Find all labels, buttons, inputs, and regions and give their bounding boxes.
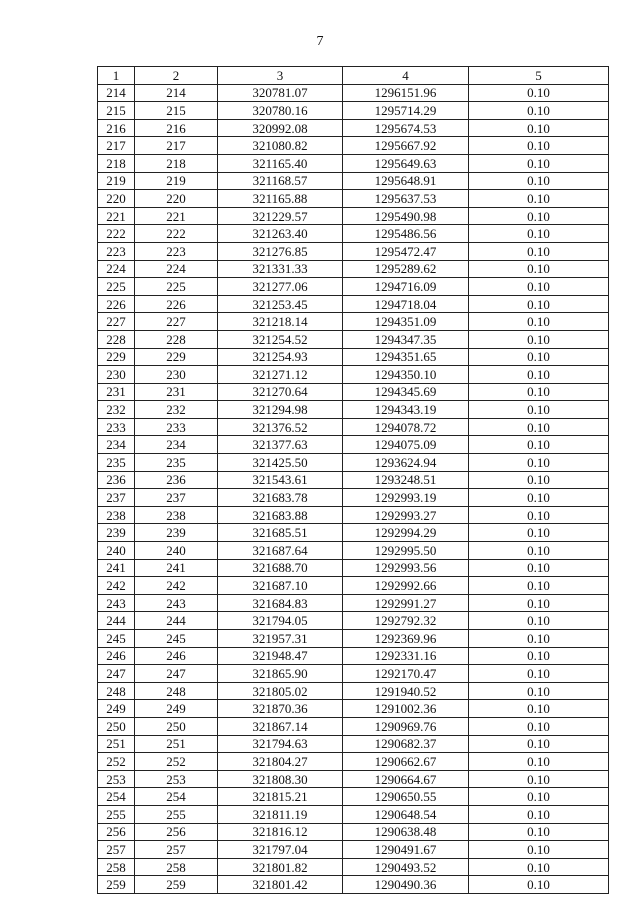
- table-row: [98, 84, 609, 102]
- cell-row-no: 226: [98, 295, 135, 313]
- table-row: [98, 647, 609, 665]
- cell-y-coordinate: 1292792.32: [343, 612, 469, 630]
- table-row: [98, 348, 609, 366]
- cell-row-no: 252: [98, 753, 135, 771]
- cell-point-no: 233: [135, 418, 218, 436]
- cell-y-coordinate: 1292993.27: [343, 506, 469, 524]
- cell-accuracy: 0.10: [469, 524, 609, 542]
- cell-x-coordinate: 320780.16: [218, 102, 343, 120]
- cell-row-no: 216: [98, 119, 135, 137]
- cell-x-coordinate: 321254.93: [218, 348, 343, 366]
- table-row: [98, 506, 609, 524]
- cell-row-no: 219: [98, 172, 135, 190]
- cell-accuracy: 0.10: [469, 348, 609, 366]
- cell-row-no: 232: [98, 401, 135, 419]
- cell-accuracy: 0.10: [469, 700, 609, 718]
- cell-row-no: 258: [98, 858, 135, 876]
- cell-y-coordinate: 1294347.35: [343, 330, 469, 348]
- table-row: [98, 436, 609, 454]
- cell-y-coordinate: 1291940.52: [343, 682, 469, 700]
- table-row: [98, 788, 609, 806]
- cell-y-coordinate: 1295486.56: [343, 225, 469, 243]
- cell-y-coordinate: 1294078.72: [343, 418, 469, 436]
- cell-accuracy: 0.10: [469, 366, 609, 384]
- cell-accuracy: 0.10: [469, 489, 609, 507]
- cell-accuracy: 0.10: [469, 401, 609, 419]
- cell-y-coordinate: 1290493.52: [343, 858, 469, 876]
- cell-accuracy: 0.10: [469, 383, 609, 401]
- coordinates-table: [97, 66, 609, 894]
- cell-y-coordinate: 1293624.94: [343, 454, 469, 472]
- cell-row-no: 233: [98, 418, 135, 436]
- cell-x-coordinate: 321870.36: [218, 700, 343, 718]
- cell-y-coordinate: 1290491.67: [343, 841, 469, 859]
- cell-y-coordinate: 1294343.19: [343, 401, 469, 419]
- cell-accuracy: 0.10: [469, 154, 609, 172]
- cell-row-no: 224: [98, 260, 135, 278]
- cell-point-no: 223: [135, 242, 218, 260]
- cell-y-coordinate: 1292331.16: [343, 647, 469, 665]
- cell-accuracy: 0.10: [469, 225, 609, 243]
- table-row: [98, 260, 609, 278]
- cell-y-coordinate: 1292991.27: [343, 594, 469, 612]
- cell-x-coordinate: 321294.98: [218, 401, 343, 419]
- cell-point-no: 239: [135, 524, 218, 542]
- cell-y-coordinate: 1295714.29: [343, 102, 469, 120]
- table-row: [98, 190, 609, 208]
- cell-point-no: 214: [135, 84, 218, 102]
- cell-point-no: 254: [135, 788, 218, 806]
- cell-row-no: 238: [98, 506, 135, 524]
- cell-row-no: 217: [98, 137, 135, 155]
- table-row: [98, 612, 609, 630]
- cell-x-coordinate: 321794.05: [218, 612, 343, 630]
- cell-accuracy: 0.10: [469, 278, 609, 296]
- cell-x-coordinate: 321685.51: [218, 524, 343, 542]
- table-row: [98, 137, 609, 155]
- cell-y-coordinate: 1295667.92: [343, 137, 469, 155]
- table-row: [98, 770, 609, 788]
- cell-accuracy: 0.10: [469, 418, 609, 436]
- cell-point-no: 232: [135, 401, 218, 419]
- cell-y-coordinate: 1292369.96: [343, 630, 469, 648]
- table-row: [98, 119, 609, 137]
- cell-point-no: 242: [135, 577, 218, 595]
- cell-x-coordinate: 321688.70: [218, 559, 343, 577]
- cell-row-no: 237: [98, 489, 135, 507]
- cell-x-coordinate: 321165.88: [218, 190, 343, 208]
- cell-point-no: 244: [135, 612, 218, 630]
- cell-accuracy: 0.10: [469, 190, 609, 208]
- cell-x-coordinate: 321331.33: [218, 260, 343, 278]
- table-row: [98, 454, 609, 472]
- cell-x-coordinate: 321543.61: [218, 471, 343, 489]
- cell-row-no: 218: [98, 154, 135, 172]
- cell-row-no: 220: [98, 190, 135, 208]
- cell-point-no: 231: [135, 383, 218, 401]
- cell-accuracy: 0.10: [469, 84, 609, 102]
- cell-x-coordinate: 321948.47: [218, 647, 343, 665]
- cell-y-coordinate: 1293248.51: [343, 471, 469, 489]
- cell-row-no: 248: [98, 682, 135, 700]
- cell-point-no: 221: [135, 207, 218, 225]
- cell-row-no: 242: [98, 577, 135, 595]
- table-row: [98, 401, 609, 419]
- cell-point-no: 228: [135, 330, 218, 348]
- cell-accuracy: 0.10: [469, 753, 609, 771]
- cell-accuracy: 0.10: [469, 612, 609, 630]
- cell-accuracy: 0.10: [469, 805, 609, 823]
- cell-point-no: 247: [135, 665, 218, 683]
- cell-row-no: 239: [98, 524, 135, 542]
- cell-y-coordinate: 1294716.09: [343, 278, 469, 296]
- cell-accuracy: 0.10: [469, 436, 609, 454]
- cell-x-coordinate: 321377.63: [218, 436, 343, 454]
- cell-accuracy: 0.10: [469, 207, 609, 225]
- table-row: [98, 330, 609, 348]
- table-row: [98, 242, 609, 260]
- cell-y-coordinate: 1296151.96: [343, 84, 469, 102]
- cell-x-coordinate: 321276.85: [218, 242, 343, 260]
- table-row: [98, 858, 609, 876]
- table-row: [98, 876, 609, 894]
- cell-y-coordinate: 1295637.53: [343, 190, 469, 208]
- cell-point-no: 236: [135, 471, 218, 489]
- cell-point-no: 259: [135, 876, 218, 894]
- cell-row-no: 225: [98, 278, 135, 296]
- cell-point-no: 234: [135, 436, 218, 454]
- table-row: [98, 735, 609, 753]
- cell-accuracy: 0.10: [469, 735, 609, 753]
- cell-accuracy: 0.10: [469, 542, 609, 560]
- cell-x-coordinate: 320992.08: [218, 119, 343, 137]
- cell-accuracy: 0.10: [469, 770, 609, 788]
- cell-y-coordinate: 1292994.29: [343, 524, 469, 542]
- table-header: [98, 67, 609, 85]
- cell-y-coordinate: 1290638.48: [343, 823, 469, 841]
- cell-point-no: 253: [135, 770, 218, 788]
- cell-point-no: 224: [135, 260, 218, 278]
- cell-accuracy: 0.10: [469, 506, 609, 524]
- cell-point-no: 250: [135, 717, 218, 735]
- cell-point-no: 257: [135, 841, 218, 859]
- cell-point-no: 235: [135, 454, 218, 472]
- cell-x-coordinate: 321168.57: [218, 172, 343, 190]
- cell-x-coordinate: 321270.64: [218, 383, 343, 401]
- cell-y-coordinate: 1294075.09: [343, 436, 469, 454]
- table-row: [98, 278, 609, 296]
- cell-row-no: 243: [98, 594, 135, 612]
- table-row: [98, 225, 609, 243]
- cell-x-coordinate: 321865.90: [218, 665, 343, 683]
- cell-y-coordinate: 1294718.04: [343, 295, 469, 313]
- cell-x-coordinate: 321683.78: [218, 489, 343, 507]
- table-row: [98, 700, 609, 718]
- cell-y-coordinate: 1290664.67: [343, 770, 469, 788]
- cell-y-coordinate: 1290648.54: [343, 805, 469, 823]
- cell-point-no: 217: [135, 137, 218, 155]
- cell-accuracy: 0.10: [469, 330, 609, 348]
- table-row: [98, 559, 609, 577]
- cell-accuracy: 0.10: [469, 717, 609, 735]
- cell-row-no: 241: [98, 559, 135, 577]
- table-row: [98, 542, 609, 560]
- table-row: [98, 665, 609, 683]
- table-row: [98, 841, 609, 859]
- column-header-3: 3: [218, 67, 343, 85]
- cell-accuracy: 0.10: [469, 876, 609, 894]
- cell-point-no: 243: [135, 594, 218, 612]
- cell-point-no: 246: [135, 647, 218, 665]
- cell-accuracy: 0.10: [469, 594, 609, 612]
- cell-row-no: 255: [98, 805, 135, 823]
- cell-row-no: 244: [98, 612, 135, 630]
- cell-row-no: 257: [98, 841, 135, 859]
- table-row: [98, 594, 609, 612]
- header-row: [98, 67, 609, 85]
- column-header-2: 2: [135, 67, 218, 85]
- cell-y-coordinate: 1295648.91: [343, 172, 469, 190]
- cell-accuracy: 0.10: [469, 788, 609, 806]
- cell-point-no: 229: [135, 348, 218, 366]
- cell-accuracy: 0.10: [469, 559, 609, 577]
- cell-row-no: 250: [98, 717, 135, 735]
- cell-y-coordinate: 1294345.69: [343, 383, 469, 401]
- cell-point-no: 230: [135, 366, 218, 384]
- cell-x-coordinate: 321425.50: [218, 454, 343, 472]
- cell-accuracy: 0.10: [469, 102, 609, 120]
- cell-accuracy: 0.10: [469, 665, 609, 683]
- cell-row-no: 249: [98, 700, 135, 718]
- cell-y-coordinate: 1290490.36: [343, 876, 469, 894]
- cell-x-coordinate: 321808.30: [218, 770, 343, 788]
- cell-point-no: 218: [135, 154, 218, 172]
- cell-x-coordinate: 321263.40: [218, 225, 343, 243]
- cell-accuracy: 0.10: [469, 823, 609, 841]
- cell-point-no: 249: [135, 700, 218, 718]
- cell-point-no: 240: [135, 542, 218, 560]
- cell-x-coordinate: 321218.14: [218, 313, 343, 331]
- cell-point-no: 241: [135, 559, 218, 577]
- cell-row-no: 256: [98, 823, 135, 841]
- cell-accuracy: 0.10: [469, 647, 609, 665]
- cell-point-no: 225: [135, 278, 218, 296]
- cell-x-coordinate: 321867.14: [218, 717, 343, 735]
- cell-x-coordinate: 321080.82: [218, 137, 343, 155]
- cell-y-coordinate: 1294351.09: [343, 313, 469, 331]
- table-row: [98, 366, 609, 384]
- cell-row-no: 214: [98, 84, 135, 102]
- table-body: [98, 84, 609, 893]
- cell-row-no: 227: [98, 313, 135, 331]
- cell-row-no: 254: [98, 788, 135, 806]
- cell-y-coordinate: 1292992.66: [343, 577, 469, 595]
- page-number: 7: [316, 34, 324, 49]
- cell-row-no: 229: [98, 348, 135, 366]
- cell-point-no: 216: [135, 119, 218, 137]
- cell-point-no: 237: [135, 489, 218, 507]
- cell-accuracy: 0.10: [469, 295, 609, 313]
- cell-accuracy: 0.10: [469, 630, 609, 648]
- cell-point-no: 255: [135, 805, 218, 823]
- cell-row-no: 221: [98, 207, 135, 225]
- cell-y-coordinate: 1290662.67: [343, 753, 469, 771]
- cell-y-coordinate: 1291002.36: [343, 700, 469, 718]
- cell-x-coordinate: 321229.57: [218, 207, 343, 225]
- table-row: [98, 823, 609, 841]
- cell-y-coordinate: 1292993.19: [343, 489, 469, 507]
- cell-point-no: 251: [135, 735, 218, 753]
- cell-accuracy: 0.10: [469, 471, 609, 489]
- table-row: [98, 154, 609, 172]
- cell-point-no: 248: [135, 682, 218, 700]
- cell-x-coordinate: 321816.12: [218, 823, 343, 841]
- cell-accuracy: 0.10: [469, 841, 609, 859]
- cell-point-no: 258: [135, 858, 218, 876]
- cell-row-no: 245: [98, 630, 135, 648]
- cell-row-no: 215: [98, 102, 135, 120]
- cell-x-coordinate: 321687.10: [218, 577, 343, 595]
- cell-row-no: 231: [98, 383, 135, 401]
- cell-point-no: 222: [135, 225, 218, 243]
- cell-y-coordinate: 1295490.98: [343, 207, 469, 225]
- table-row: [98, 717, 609, 735]
- table-row: [98, 102, 609, 120]
- cell-point-no: 252: [135, 753, 218, 771]
- cell-y-coordinate: 1292170.47: [343, 665, 469, 683]
- cell-x-coordinate: 321801.42: [218, 876, 343, 894]
- cell-point-no: 227: [135, 313, 218, 331]
- cell-accuracy: 0.10: [469, 577, 609, 595]
- cell-y-coordinate: 1290969.76: [343, 717, 469, 735]
- cell-point-no: 256: [135, 823, 218, 841]
- cell-x-coordinate: 321815.21: [218, 788, 343, 806]
- cell-x-coordinate: 321277.06: [218, 278, 343, 296]
- cell-x-coordinate: 321271.12: [218, 366, 343, 384]
- table-row: [98, 753, 609, 771]
- cell-y-coordinate: 1295289.62: [343, 260, 469, 278]
- cell-row-no: 253: [98, 770, 135, 788]
- cell-point-no: 238: [135, 506, 218, 524]
- cell-x-coordinate: 320781.07: [218, 84, 343, 102]
- cell-x-coordinate: 321253.45: [218, 295, 343, 313]
- cell-row-no: 235: [98, 454, 135, 472]
- cell-row-no: 223: [98, 242, 135, 260]
- cell-point-no: 219: [135, 172, 218, 190]
- cell-y-coordinate: 1290682.37: [343, 735, 469, 753]
- cell-x-coordinate: 321376.52: [218, 418, 343, 436]
- table-row: [98, 805, 609, 823]
- column-header-1: 1: [98, 67, 135, 85]
- cell-accuracy: 0.10: [469, 172, 609, 190]
- cell-x-coordinate: 321794.63: [218, 735, 343, 753]
- cell-x-coordinate: 321683.88: [218, 506, 343, 524]
- cell-point-no: 226: [135, 295, 218, 313]
- cell-accuracy: 0.10: [469, 242, 609, 260]
- cell-row-no: 247: [98, 665, 135, 683]
- column-header-5: 5: [469, 67, 609, 85]
- cell-x-coordinate: 321811.19: [218, 805, 343, 823]
- table-row: [98, 682, 609, 700]
- cell-x-coordinate: 321254.52: [218, 330, 343, 348]
- column-header-4: 4: [343, 67, 469, 85]
- table-row: [98, 630, 609, 648]
- cell-accuracy: 0.10: [469, 313, 609, 331]
- cell-x-coordinate: 321957.31: [218, 630, 343, 648]
- cell-accuracy: 0.10: [469, 454, 609, 472]
- table-row: [98, 295, 609, 313]
- cell-x-coordinate: 321801.82: [218, 858, 343, 876]
- cell-point-no: 215: [135, 102, 218, 120]
- table-row: [98, 172, 609, 190]
- table-row: [98, 577, 609, 595]
- cell-y-coordinate: 1295649.63: [343, 154, 469, 172]
- table-row: [98, 418, 609, 436]
- cell-y-coordinate: 1292995.50: [343, 542, 469, 560]
- cell-x-coordinate: 321805.02: [218, 682, 343, 700]
- cell-y-coordinate: 1292993.56: [343, 559, 469, 577]
- cell-point-no: 245: [135, 630, 218, 648]
- cell-row-no: 234: [98, 436, 135, 454]
- cell-y-coordinate: 1295472.47: [343, 242, 469, 260]
- table-row: [98, 313, 609, 331]
- cell-row-no: 228: [98, 330, 135, 348]
- cell-row-no: 246: [98, 647, 135, 665]
- cell-row-no: 222: [98, 225, 135, 243]
- table-row: [98, 383, 609, 401]
- cell-accuracy: 0.10: [469, 119, 609, 137]
- cell-y-coordinate: 1290650.55: [343, 788, 469, 806]
- table-row: [98, 524, 609, 542]
- cell-y-coordinate: 1295674.53: [343, 119, 469, 137]
- cell-x-coordinate: 321804.27: [218, 753, 343, 771]
- cell-row-no: 230: [98, 366, 135, 384]
- cell-y-coordinate: 1294350.10: [343, 366, 469, 384]
- cell-x-coordinate: 321165.40: [218, 154, 343, 172]
- cell-accuracy: 0.10: [469, 137, 609, 155]
- cell-row-no: 251: [98, 735, 135, 753]
- cell-accuracy: 0.10: [469, 260, 609, 278]
- table-row: [98, 207, 609, 225]
- cell-x-coordinate: 321684.83: [218, 594, 343, 612]
- cell-row-no: 240: [98, 542, 135, 560]
- cell-x-coordinate: 321797.04: [218, 841, 343, 859]
- cell-row-no: 259: [98, 876, 135, 894]
- cell-accuracy: 0.10: [469, 858, 609, 876]
- cell-x-coordinate: 321687.64: [218, 542, 343, 560]
- table-row: [98, 471, 609, 489]
- table-row: [98, 489, 609, 507]
- cell-accuracy: 0.10: [469, 682, 609, 700]
- cell-y-coordinate: 1294351.65: [343, 348, 469, 366]
- cell-point-no: 220: [135, 190, 218, 208]
- cell-row-no: 236: [98, 471, 135, 489]
